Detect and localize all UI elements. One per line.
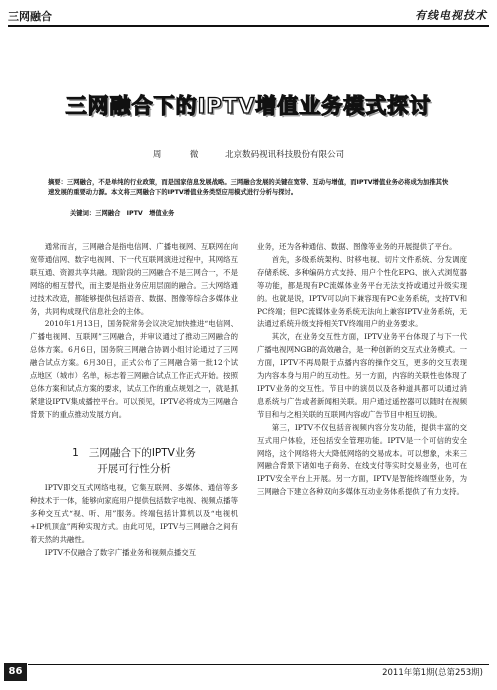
paragraph: IPTV即交互式网络电视，它集互联网、多媒体、通信等多种技术于一体，能够向家庭用户提供包括数字电视、视频点播等多种交互式“视、听、用”服务。终端包括计算机以及“电视机+IP机顶盒”两种实现方式。由此可见，IPTV与三网融合之间有着天然的共融性。 [30, 483, 238, 544]
journal-section-label: 三网融合 [8, 10, 52, 23]
issue-info: 2011年第1期(总第253期) [382, 668, 483, 678]
abstract: 摘要：三网融合，不是单纯的行业政策，而是国家信息发展战略。三网融合发展的关键在宽带、互动与增值，而IPTV增值业务必将成为加推其快速发展的重要动力源。本文将三网融合下的IPTV增值业务类型应用模式进行分析与探讨。 [48, 179, 449, 196]
left-column-continued [30, 482, 238, 559]
section-title: 三网融合下的IPTV业务 [88, 447, 196, 459]
left-column [30, 241, 238, 422]
keywords: 关键词：三网融合 IPTV 增值业务 [70, 210, 175, 217]
paragraph: 通常而言，三网融合是指电信网、广播电视网、互联网在向宽带通信网、数字电视网、下一代互联网演进过程中，其网络互联互通、资源共享共融。现阶段的三网融合不是三网合一，不是网络的相互替代，而主要是指业务应用层面的融合。三大网络通过技术改造，都能够提供包括语音、数据、图像等综合多媒体业务，共同构成现代信息社会的主体。 [30, 242, 238, 316]
article-title: 三网融合下的IPTV增值业务模式探讨 [65, 94, 432, 118]
header-rule [8, 25, 489, 27]
paragraph: IPTV不仅融合了数字广播业务和视频点播交互 [44, 547, 196, 557]
right-column [257, 241, 467, 499]
paragraph: 其次，在业务交互性方面，IPTV业务平台体现了与下一代广播电视网NGB的高效融合，是一种创新的交互式业务模式。一方面，IPTV不再局限于点播内容的操作交互，更多的交互表现为内容本身与用户的互动性。另一方面，内容的关联性也体现了IPTV业务的交互性。节目中的演员以及各种道具都可以通过消息系统与广告或者新闻相关联。用户通过遥控器可以随时在视频节目和与之相关联的互联网内容或广告节目中相互切换。 [257, 332, 467, 419]
journal-name: 有线电视技术 [415, 9, 487, 22]
author-affiliation: 北京数码视讯科技股份有限公司 [225, 150, 345, 160]
section-heading-line1 [30, 445, 238, 461]
author-name: 周 微 [152, 150, 209, 160]
author-line [0, 148, 497, 160]
page-number: 86 [4, 663, 27, 681]
section-number: 1 [72, 447, 79, 459]
footer-rule [28, 664, 489, 665]
section-subtitle: 开展可行性分析 [97, 463, 171, 475]
paragraph: 首先，多级系统架构、时移电视、切片文件系统、分发调度存储系统、多种编码方式支持、用户个性化EPG、嵌入式浏览器等功能，都是现有PC流媒体业务平台无法支持或通过升级实现的。也就是说，IPTV可以向下兼容现有PC业务系统，支持TV和PC终端；但PC流媒体业务系统无法向上兼容IPTV业务系统，无法通过系统升级支持相关TV终端用户的业务要求。 [257, 254, 467, 329]
paragraph: 2010年1月13日，国务院常务会议决定加快推进“电信网、广播电视网、互联网”三网融合，并审议通过了推动三网融合的总体方案。6月6日，国务院三网融合协调小组讨论通过了三网融合试点方案。6月30日，正式公布了三网融合第一批12个试点地区（城市）名单，标志着三网融合试点工作正式开始。按照总体方案和试点方案的要求，试点工作的重点规划之一，就是抓紧建设IPTV集成播控平台。可以预见，IPTV必将成为三网融合背景下的重点推动发展方向。 [30, 319, 238, 419]
paragraph: 第三，IPTV不仅包括音视频内容分发功能，提供丰富的交互式用户体验，还包括安全管理功能。IPTV是一个可信的安全网络，这个网络将大大降低网络的交易成本。可以想象，未来三网融合背景下诸如电子商务、在线支付等实时交易业务，也可在IPTV安全平台上开展。另一方面，IPTV是智能终端型业务，为三网融合下建立各种双向多媒体互动业务体系提供了有力支持。 [257, 422, 467, 497]
paragraph: 业务，还为各种通信、数据、图像等业务的开展提供了平台。 [257, 242, 457, 251]
section-heading [30, 445, 238, 477]
